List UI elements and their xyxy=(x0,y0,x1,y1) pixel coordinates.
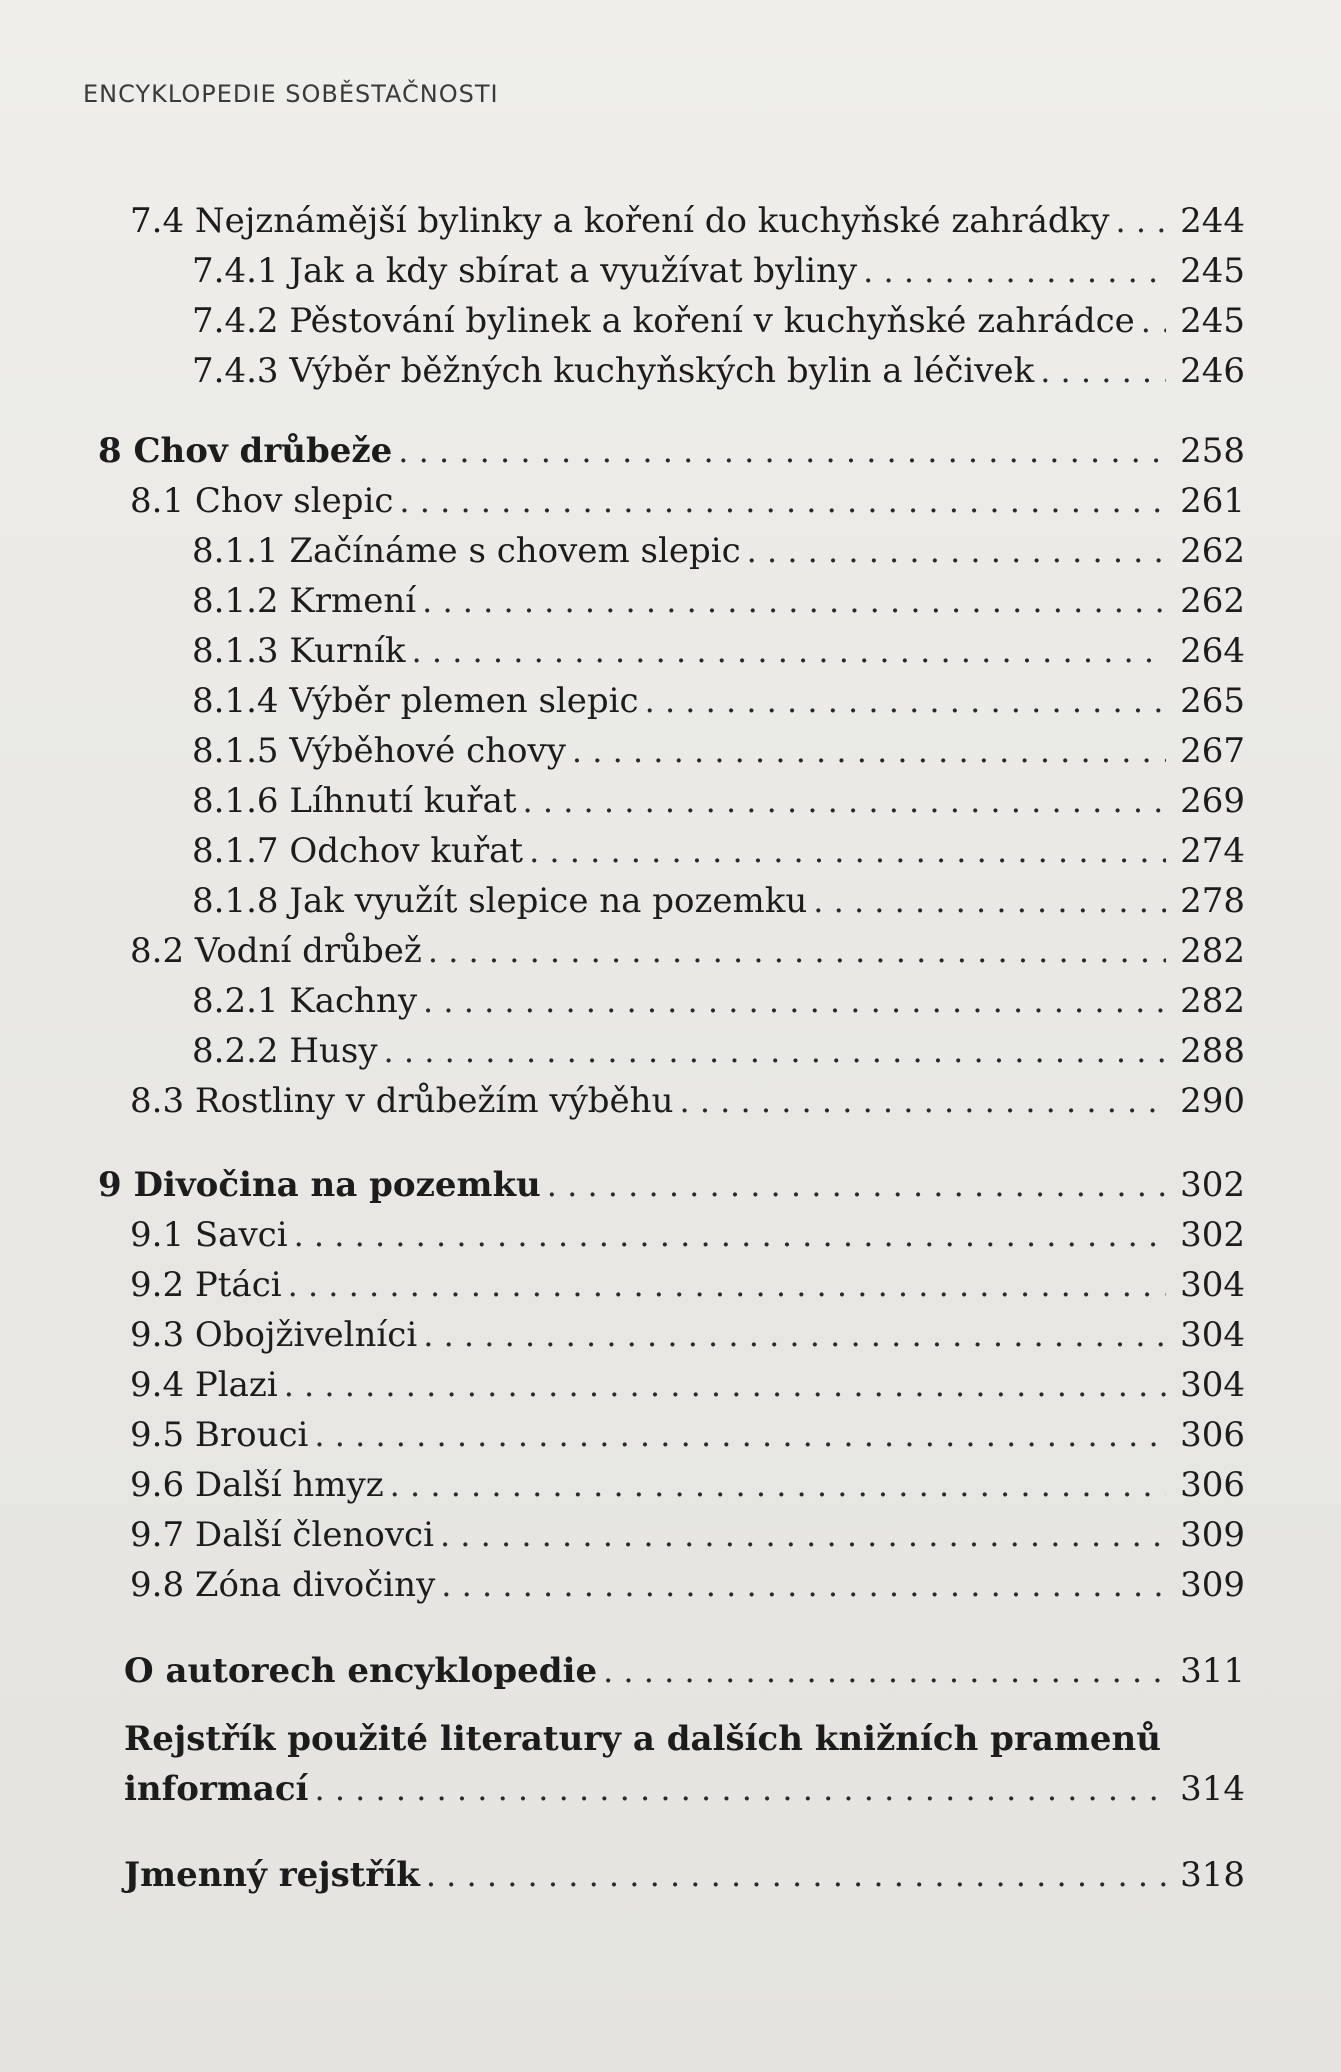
toc-entry-title: 8.1.6 Líhnutí kuřat xyxy=(192,781,517,821)
toc-entry-page: 282 xyxy=(1180,931,1245,971)
toc-entry-title: 9.4 Plazi xyxy=(130,1365,278,1405)
dot-leader xyxy=(428,928,1166,974)
toc-entry-page: 245 xyxy=(1180,301,1245,341)
dot-leader xyxy=(679,1078,1166,1124)
dot-leader xyxy=(412,628,1167,674)
toc-chapter-title: 8 Chov drůbeže xyxy=(98,431,393,471)
dot-leader xyxy=(423,978,1166,1024)
toc-chapter-title: O autorech encyklopedie xyxy=(124,1651,598,1691)
toc-entry xyxy=(192,248,1245,294)
toc-entry xyxy=(192,1028,1245,1074)
toc-entry xyxy=(192,678,1245,724)
dot-leader xyxy=(603,1648,1166,1694)
dot-leader xyxy=(294,1212,1167,1258)
toc-entry-title: 8.3 Rostliny v drůbežím výběhu xyxy=(130,1081,674,1121)
dot-leader xyxy=(390,1462,1166,1508)
toc-entry-title: 8.1.8 Jak využít slepice na pozemku xyxy=(192,881,808,921)
dot-leader xyxy=(288,1262,1166,1308)
toc-chapter-title: Jmenný rejstřík xyxy=(124,1855,420,1895)
toc-entry-page: 246 xyxy=(1180,351,1245,391)
toc-entry xyxy=(130,1512,1245,1558)
toc-entry xyxy=(192,298,1245,344)
toc-entry-title: 9.2 Ptáci xyxy=(130,1265,282,1305)
toc-entry-page: 267 xyxy=(1180,731,1245,771)
toc-entry-title: 9.8 Zóna divočiny xyxy=(130,1565,436,1605)
toc-chapter xyxy=(124,1648,1245,1694)
toc-entry-page: 309 xyxy=(1180,1515,1245,1555)
toc-entry-title: 7.4.1 Jak a kdy sbírat a využívat byliny xyxy=(192,251,858,291)
toc-entry xyxy=(192,528,1245,574)
toc-entry-page: 244 xyxy=(1180,201,1245,241)
toc-chapter-title: 9 Divočina na pozemku xyxy=(98,1165,541,1205)
toc-entry-page: 264 xyxy=(1180,631,1245,671)
toc-chapter xyxy=(124,1852,1245,1898)
toc-entry xyxy=(192,628,1245,674)
toc-entry xyxy=(130,1462,1245,1508)
toc-chapter-page: 314 xyxy=(1180,1769,1245,1809)
toc-entry-page: 261 xyxy=(1180,481,1245,521)
toc-entry-title: 7.4.3 Výběr běžných kuchyňských bylin a léčivek xyxy=(192,351,1035,391)
toc-entry-title: 9.7 Další členovci xyxy=(130,1515,434,1555)
toc-chapter xyxy=(98,1162,1245,1208)
running-head: ENCYKLOPEDIE SOBĚSTAČNOSTI xyxy=(83,80,499,108)
dot-leader xyxy=(426,1852,1166,1898)
toc-entry xyxy=(130,478,1245,524)
toc-chapter-title-line1: Rejstřík použité literatury a dalších knižních pramenů xyxy=(124,1719,1161,1759)
toc-entry-title: 8.1 Chov slepic xyxy=(130,481,394,521)
dot-leader xyxy=(547,1162,1166,1208)
dot-leader xyxy=(523,778,1167,824)
dot-leader xyxy=(747,528,1166,574)
toc-entry-page: 265 xyxy=(1180,681,1245,721)
toc-entry-title: 9.6 Další hmyz xyxy=(130,1465,384,1505)
toc-entry xyxy=(192,728,1245,774)
toc-entry-title: 8.1.5 Výběhové chovy xyxy=(192,731,566,771)
toc-chapter xyxy=(98,428,1245,474)
dot-leader xyxy=(284,1362,1166,1408)
toc-entry-title: 8.1.2 Krmení xyxy=(192,581,417,621)
toc-chapter-page: 258 xyxy=(1180,431,1245,471)
toc-chapter-page: 302 xyxy=(1180,1165,1245,1205)
toc-entry-page: 302 xyxy=(1180,1215,1245,1255)
toc-entry xyxy=(192,578,1245,624)
toc-entry-page: 304 xyxy=(1180,1265,1245,1305)
toc-entry xyxy=(192,348,1245,394)
toc-entry-title: 7.4 Nejznámější bylinky a koření do kuchyňské zahrádky xyxy=(130,201,1110,241)
toc-entry-page: 282 xyxy=(1180,981,1245,1021)
toc-entry-title: 8.2.2 Husy xyxy=(192,1031,378,1071)
toc-entry-title: 8.2.1 Kachny xyxy=(192,981,418,1021)
toc-entry-page: 309 xyxy=(1180,1565,1245,1605)
toc-chapter-title-line2-row xyxy=(124,1764,1245,1814)
dot-leader xyxy=(645,678,1166,724)
toc-chapter-page: 318 xyxy=(1180,1855,1245,1895)
dot-leader xyxy=(314,1764,1166,1814)
dot-leader xyxy=(440,1512,1166,1558)
toc-entry-title: 8.2 Vodní drůbež xyxy=(130,931,422,971)
toc-entry-page: 304 xyxy=(1180,1315,1245,1355)
dot-leader xyxy=(572,728,1166,774)
toc-entry-page: 262 xyxy=(1180,531,1245,571)
toc-entry xyxy=(130,198,1245,244)
toc-chapter-page: 311 xyxy=(1180,1651,1245,1691)
dot-leader xyxy=(441,1562,1166,1608)
dot-leader xyxy=(1040,348,1166,394)
toc-entry-page: 306 xyxy=(1180,1415,1245,1455)
toc-entry xyxy=(130,1262,1245,1308)
toc-entry-title: 8.1.3 Kurník xyxy=(192,631,406,671)
toc-entry xyxy=(130,928,1245,974)
toc-entry xyxy=(192,828,1245,874)
dot-leader xyxy=(422,578,1166,624)
toc-entry xyxy=(192,778,1245,824)
dot-leader xyxy=(398,428,1166,474)
toc-entry-title: 9.3 Obojživelníci xyxy=(130,1315,418,1355)
toc-entry-page: 306 xyxy=(1180,1465,1245,1505)
dot-leader xyxy=(314,1412,1166,1458)
toc-entry-page: 269 xyxy=(1180,781,1245,821)
toc-entry xyxy=(192,878,1245,924)
dot-leader xyxy=(1116,198,1167,244)
toc-entry-page: 278 xyxy=(1180,881,1245,921)
dot-leader xyxy=(399,478,1166,524)
toc-entry-title: 8.1.4 Výběr plemen slepic xyxy=(192,681,639,721)
toc-entry-title: 9.5 Brouci xyxy=(130,1415,309,1455)
dot-leader xyxy=(863,248,1166,294)
toc-entry xyxy=(130,1562,1245,1608)
toc-entry-title: 7.4.2 Pěstování bylinek a koření v kuchyňské zahrádce xyxy=(192,301,1135,341)
toc-entry-page: 304 xyxy=(1180,1365,1245,1405)
toc-entry-page: 290 xyxy=(1180,1081,1245,1121)
toc-entry-title: 8.1.7 Odchov kuřat xyxy=(192,831,524,871)
toc-entry xyxy=(192,978,1245,1024)
toc-entry-page: 262 xyxy=(1180,581,1245,621)
toc-entry xyxy=(130,1212,1245,1258)
dot-leader xyxy=(813,878,1166,924)
toc-chapter-title-line2: informací xyxy=(124,1769,309,1809)
toc-entry xyxy=(130,1362,1245,1408)
dot-leader xyxy=(384,1028,1167,1074)
toc-chapter-multiline xyxy=(124,1714,1245,1814)
dot-leader xyxy=(529,828,1166,874)
toc-entry-title: 8.1.1 Začínáme s chovem slepic xyxy=(192,531,741,571)
toc-entry-page: 245 xyxy=(1180,251,1245,291)
toc-entry xyxy=(130,1412,1245,1458)
toc-entry xyxy=(130,1312,1245,1358)
toc-entry-title: 9.1 Savci xyxy=(130,1215,288,1255)
toc-entry xyxy=(130,1078,1245,1124)
toc-entry-page: 274 xyxy=(1180,831,1245,871)
dot-leader xyxy=(423,1312,1166,1358)
toc-entry-page: 288 xyxy=(1180,1031,1245,1071)
dot-leader xyxy=(1141,298,1166,344)
